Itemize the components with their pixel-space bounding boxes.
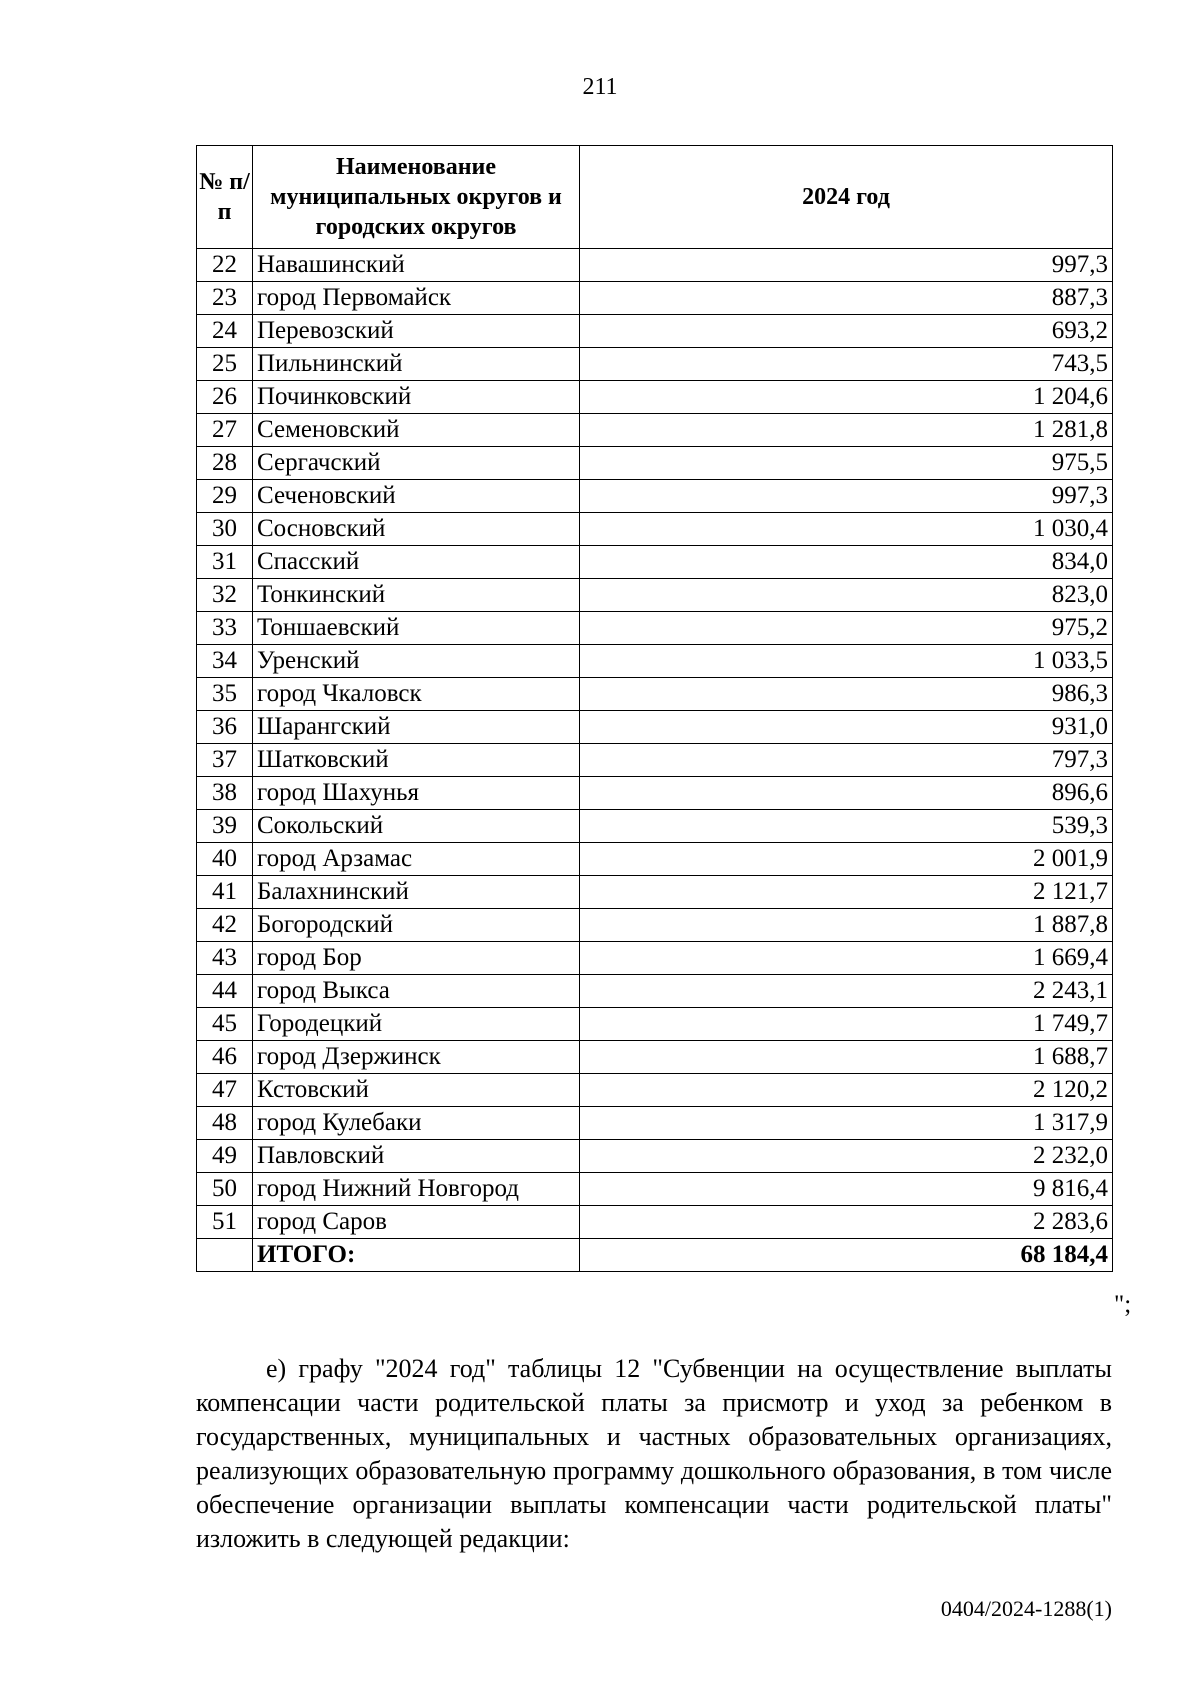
table-row — [197, 546, 1113, 579]
table-row — [197, 876, 1113, 909]
table-row — [197, 1041, 1113, 1074]
table-row — [197, 513, 1113, 546]
row-number: 50 — [197, 1173, 253, 1206]
table-row — [197, 1107, 1113, 1140]
row-value: 743,5 — [580, 348, 1113, 381]
row-number: 40 — [197, 843, 253, 876]
row-number: 51 — [197, 1206, 253, 1239]
row-number: 33 — [197, 612, 253, 645]
row-value: 2 121,7 — [580, 876, 1113, 909]
row-number: 30 — [197, 513, 253, 546]
row-number: 42 — [197, 909, 253, 942]
row-number: 46 — [197, 1041, 253, 1074]
table-row — [197, 645, 1113, 678]
row-number: 26 — [197, 381, 253, 414]
header-name: Наименование муниципальных округов и городских округов — [253, 146, 580, 249]
row-value: 975,5 — [580, 447, 1113, 480]
row-number: 32 — [197, 579, 253, 612]
table-row — [197, 612, 1113, 645]
row-value: 1 281,8 — [580, 414, 1113, 447]
row-value: 997,3 — [580, 249, 1113, 282]
table-row — [197, 909, 1113, 942]
row-value: 1 887,8 — [580, 909, 1113, 942]
table-row — [197, 249, 1113, 282]
row-value: 1 317,9 — [580, 1107, 1113, 1140]
row-number: 29 — [197, 480, 253, 513]
row-value: 1 688,7 — [580, 1041, 1113, 1074]
row-name: Балахнинский — [253, 876, 580, 909]
row-number: 25 — [197, 348, 253, 381]
row-number: 31 — [197, 546, 253, 579]
row-number: 39 — [197, 810, 253, 843]
table-row — [197, 1173, 1113, 1206]
row-value: 797,3 — [580, 744, 1113, 777]
row-value: 2 232,0 — [580, 1140, 1113, 1173]
total-empty-cell — [197, 1239, 253, 1272]
table-row — [197, 1206, 1113, 1239]
row-value: 887,3 — [580, 282, 1113, 315]
row-number: 43 — [197, 942, 253, 975]
table-row — [197, 942, 1113, 975]
row-number: 24 — [197, 315, 253, 348]
table-row — [197, 447, 1113, 480]
total-label: ИТОГО: — [253, 1239, 580, 1272]
header-num: № п/п — [197, 146, 253, 249]
row-name: город Бор — [253, 942, 580, 975]
municipal-table — [196, 145, 1113, 1272]
table-row — [197, 579, 1113, 612]
total-row — [197, 1239, 1113, 1272]
row-name: Пильнинский — [253, 348, 580, 381]
row-name: Шатковский — [253, 744, 580, 777]
row-name: Сосновский — [253, 513, 580, 546]
table-row — [197, 975, 1113, 1008]
row-value: 1 033,5 — [580, 645, 1113, 678]
row-number: 35 — [197, 678, 253, 711]
row-value: 693,2 — [580, 315, 1113, 348]
table-row — [197, 1140, 1113, 1173]
row-name: Павловский — [253, 1140, 580, 1173]
row-number: 23 — [197, 282, 253, 315]
row-value: 823,0 — [580, 579, 1113, 612]
table-header-row — [197, 146, 1113, 249]
table-row — [197, 480, 1113, 513]
table-row — [197, 678, 1113, 711]
body-paragraph: е) графу "2024 год" таблицы 12 "Субвенции на осуществление выплаты компенсации части родительской платы за присмотр и уход за ребенком в государственных, муниципальных и частных образовательных организациях, реализующих образовательную программу дошкольного образования, в том числе обеспечение организации выплаты компенсации части родительской платы" изложить в следующей редакции: — [196, 1354, 1112, 1553]
row-number: 27 — [197, 414, 253, 447]
row-name: Уренский — [253, 645, 580, 678]
row-number: 41 — [197, 876, 253, 909]
row-value: 834,0 — [580, 546, 1113, 579]
row-name: город Арзамас — [253, 843, 580, 876]
table-row — [197, 744, 1113, 777]
table-row — [197, 711, 1113, 744]
row-value: 997,3 — [580, 480, 1113, 513]
row-number: 47 — [197, 1074, 253, 1107]
row-number: 34 — [197, 645, 253, 678]
row-number: 49 — [197, 1140, 253, 1173]
row-name: город Нижний Новгород — [253, 1173, 580, 1206]
row-number: 37 — [197, 744, 253, 777]
row-value: 986,3 — [580, 678, 1113, 711]
row-name: Сеченовский — [253, 480, 580, 513]
row-name: Семеновский — [253, 414, 580, 447]
row-value: 1 749,7 — [580, 1008, 1113, 1041]
row-name: Починковский — [253, 381, 580, 414]
row-name: город Первомайск — [253, 282, 580, 315]
table-row — [197, 381, 1113, 414]
row-value: 896,6 — [580, 777, 1113, 810]
row-name: Перевозский — [253, 315, 580, 348]
row-name: Спасский — [253, 546, 580, 579]
row-number: 36 — [197, 711, 253, 744]
row-name: Городецкий — [253, 1008, 580, 1041]
row-name: Сокольский — [253, 810, 580, 843]
row-value: 2 120,2 — [580, 1074, 1113, 1107]
row-value: 9 816,4 — [580, 1173, 1113, 1206]
table-row — [197, 1074, 1113, 1107]
row-name: город Выкса — [253, 975, 580, 1008]
row-value: 539,3 — [580, 810, 1113, 843]
table-row — [197, 414, 1113, 447]
page-number: 211 — [582, 74, 618, 100]
table-row — [197, 777, 1113, 810]
table-body — [197, 249, 1113, 1272]
row-number: 38 — [197, 777, 253, 810]
header-year: 2024 год — [580, 146, 1113, 249]
row-value: 2 283,6 — [580, 1206, 1113, 1239]
row-name: Богородский — [253, 909, 580, 942]
row-number: 48 — [197, 1107, 253, 1140]
row-number: 28 — [197, 447, 253, 480]
row-name: город Чкаловск — [253, 678, 580, 711]
row-name: Навашинский — [253, 249, 580, 282]
table-row — [197, 315, 1113, 348]
row-value: 2 001,9 — [580, 843, 1113, 876]
row-value: 931,0 — [580, 711, 1113, 744]
table-row — [197, 348, 1113, 381]
row-name: Шарангский — [253, 711, 580, 744]
row-name: город Шахунья — [253, 777, 580, 810]
row-value: 1 669,4 — [580, 942, 1113, 975]
row-number: 44 — [197, 975, 253, 1008]
row-name: Тоншаевский — [253, 612, 580, 645]
table-row — [197, 1008, 1113, 1041]
closing-quote: "; — [1114, 1291, 1132, 1318]
row-name: город Саров — [253, 1206, 580, 1239]
table-row — [197, 843, 1113, 876]
row-name: город Дзержинск — [253, 1041, 580, 1074]
total-value: 68 184,4 — [580, 1239, 1113, 1272]
row-value: 1 204,6 — [580, 381, 1113, 414]
row-number: 45 — [197, 1008, 253, 1041]
row-value: 975,2 — [580, 612, 1113, 645]
row-name: город Кулебаки — [253, 1107, 580, 1140]
row-name: Кстовский — [253, 1074, 580, 1107]
table-row — [197, 282, 1113, 315]
row-value: 2 243,1 — [580, 975, 1113, 1008]
row-name: Тонкинский — [253, 579, 580, 612]
row-name: Сергачский — [253, 447, 580, 480]
row-value: 1 030,4 — [580, 513, 1113, 546]
table-row — [197, 810, 1113, 843]
row-number: 22 — [197, 249, 253, 282]
document-code: 0404/2024-1288(1) — [940, 1596, 1112, 1621]
